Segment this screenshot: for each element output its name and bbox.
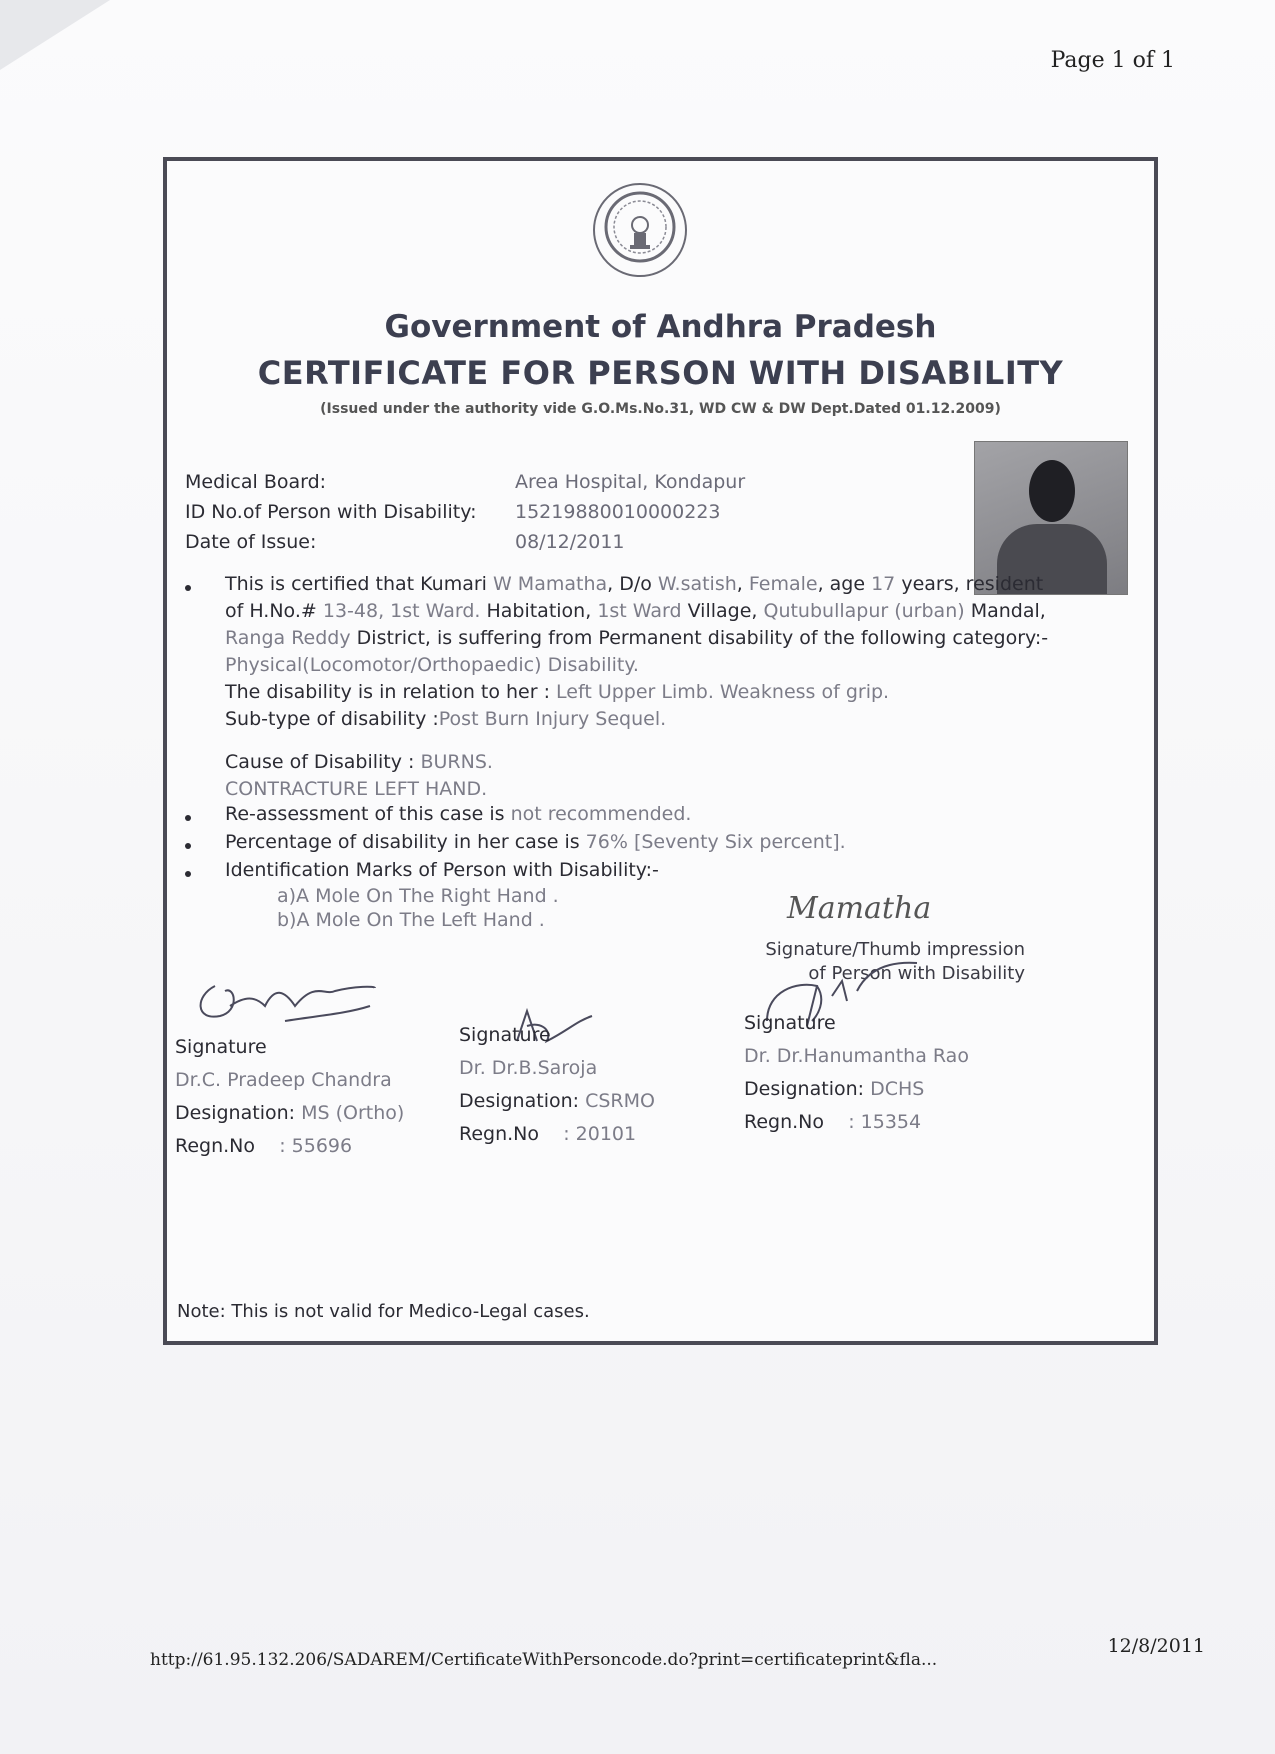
gender: Female bbox=[748, 573, 818, 595]
certified-line-2: of H.No.# 13-48, 1st Ward. Habitation, 1st Ward Village, Qutubullapur (urban) Mandal, bbox=[225, 600, 1046, 622]
cause-line: Cause of Disability : BURNS. bbox=[225, 751, 493, 773]
certificate-frame bbox=[163, 157, 1158, 1345]
signatory-2: Signature Dr. Dr.B.Saroja Designation: CSRMO Regn.No : 20101 bbox=[459, 1024, 655, 1145]
signature-scribble-1 bbox=[185, 966, 385, 1036]
date-value: 08/12/2011 bbox=[515, 531, 625, 553]
id-value: 15219880010000223 bbox=[515, 501, 721, 523]
signatory-1: Signature Dr.C. Pradeep Chandra Designation: MS (Ortho) Regn.No : 55696 bbox=[175, 1036, 405, 1157]
reassessment-line: Re-assessment of this case is not recommended. bbox=[225, 803, 692, 825]
medical-board-value: Area Hospital, Kondapur bbox=[515, 471, 746, 493]
signatory-3: Signature Dr. Dr.Hanumantha Rao Designation: DCHS Regn.No : 15354 bbox=[744, 1012, 969, 1133]
bullet-icon bbox=[185, 871, 191, 877]
page-fold-corner bbox=[0, 0, 110, 70]
person-name: W Mamatha bbox=[492, 573, 608, 595]
bullet-icon bbox=[185, 585, 191, 591]
medical-board-label: Medical Board: bbox=[185, 471, 327, 493]
page-number: Page 1 of 1 bbox=[1050, 48, 1175, 73]
person-signature-caption-2: of Person with Disability bbox=[808, 963, 1025, 984]
mark-b: b)A Mole On The Left Hand . bbox=[277, 909, 545, 931]
date-label: Date of Issue: bbox=[185, 531, 317, 553]
age: 17 bbox=[871, 573, 896, 595]
percentage-line: Percentage of disability in her case is 76% [Seventy Six percent]. bbox=[225, 831, 846, 853]
cause-line-2: CONTRACTURE LEFT HAND. bbox=[225, 778, 488, 800]
government-heading: Government of Andhra Pradesh bbox=[384, 309, 937, 345]
validity-note: Note: This is not valid for Medico-Legal cases. bbox=[177, 1301, 590, 1322]
certificate-title: CERTIFICATE FOR PERSON WITH DISABILITY bbox=[257, 354, 1064, 392]
person-signature: Mamatha bbox=[787, 891, 932, 926]
subtype-line: Sub-type of disability :Post Burn Injury Sequel. bbox=[225, 708, 667, 730]
footer-url: http://61.95.132.206/SADAREM/CertificateWithPersoncode.do?print=certificateprint&fla... bbox=[150, 1650, 938, 1670]
id-label: ID No.of Person with Disability: bbox=[185, 501, 477, 523]
bullet-icon bbox=[185, 815, 191, 821]
person-signature-caption-1: Signature/Thumb impression bbox=[765, 939, 1025, 960]
relation-line: The disability is in relation to her : Left Upper Limb. Weakness of grip. bbox=[225, 681, 890, 703]
footer-date: 12/8/2011 bbox=[1107, 1635, 1205, 1657]
bullet-icon bbox=[185, 843, 191, 849]
parent-name: W.satish bbox=[657, 573, 737, 595]
authority-line: (Issued under the authority vide G.O.Ms.No.31, WD CW & DW Dept.Dated 01.12.2009) bbox=[320, 401, 1001, 417]
certified-line-1: This is certified that Kumari W Mamatha, D/o W.satish, Female, age 17 years, resident bbox=[225, 573, 1044, 595]
certified-line-3: Ranga Reddy District, is suffering from Permanent disability of the following category:- bbox=[225, 627, 1049, 649]
identification-label: Identification Marks of Person with Disability:- bbox=[225, 859, 659, 881]
state-emblem-icon bbox=[591, 181, 689, 279]
disability-category: Physical(Locomotor/Orthopaedic) Disability. bbox=[225, 654, 639, 676]
mark-a: a)A Mole On The Right Hand . bbox=[277, 885, 559, 907]
